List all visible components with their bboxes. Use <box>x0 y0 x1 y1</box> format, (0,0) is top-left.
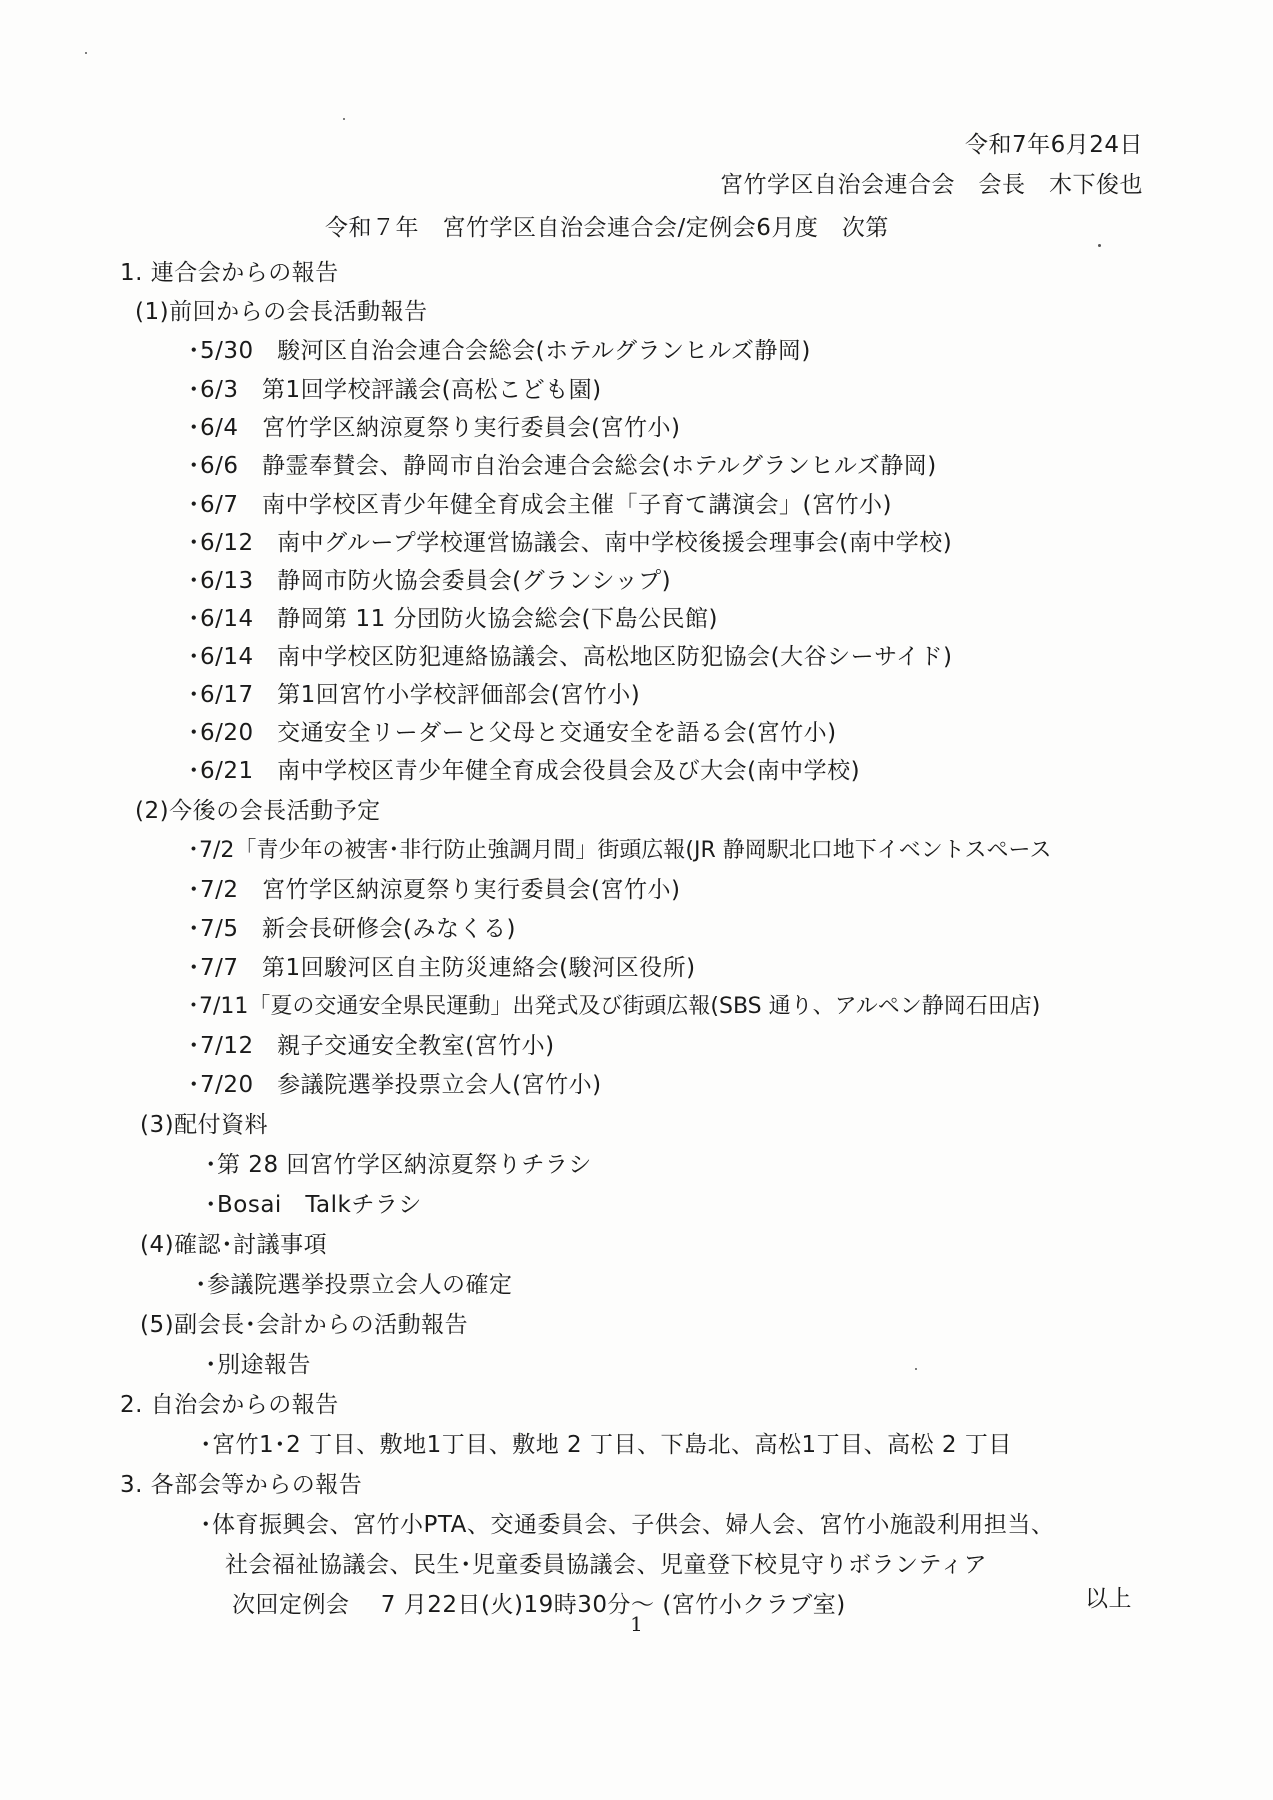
list-item: ･6/7 南中学校区青少年健全育成会主催「子育て講演会」(宮竹小) <box>188 492 892 518</box>
next-meeting: 次回定例会 7 月22日(火)19時30分～ (宮竹小クラブ室) <box>232 1592 846 1618</box>
scan-speck <box>343 118 345 120</box>
list-item: ･7/2 宮竹学区納涼夏祭り実行委員会(宮竹小) <box>188 877 681 903</box>
document-author: 宮竹学区自治会連合会 会長 木下俊也 <box>720 172 1143 198</box>
list-item: ･6/4 宮竹学区納涼夏祭り実行委員会(宮竹小) <box>188 415 681 441</box>
scan-speck <box>1098 244 1101 247</box>
list-item: ･7/11「夏の交通安全県民運動」出発式及び街頭広報(SBS 通り、アルペン静岡石田店) <box>188 994 1041 1019</box>
list-item: ･7/12 親子交通安全教室(宮竹小) <box>188 1033 555 1059</box>
subsection-4-heading: (4)確認･討議事項 <box>140 1232 328 1258</box>
subsection-5-heading: (5)副会長･会計からの活動報告 <box>140 1312 469 1338</box>
section-3-heading: 3. 各部会等からの報告 <box>120 1472 363 1498</box>
list-item: ･別途報告 <box>205 1352 311 1378</box>
page-number: 1 <box>630 1612 643 1636</box>
subsection-1-heading: (1)前回からの会長活動報告 <box>135 299 428 325</box>
list-item: ･5/30 駿河区自治会連合会総会(ホテルグランヒルズ静岡) <box>188 338 811 364</box>
list-item: ･7/7 第1回駿河区自主防災連絡会(駿河区役所) <box>188 955 696 981</box>
list-item: ･宮竹1･2 丁目、敷地1丁目、敷地 2 丁目、下島北、高松1丁目、高松 2 丁目 <box>200 1432 1012 1458</box>
list-item: ･Bosai Talkチラシ <box>205 1192 422 1218</box>
list-item: ･6/21 南中学校区青少年健全育成会役員会及び大会(南中学校) <box>188 758 861 784</box>
scan-speck <box>915 1368 917 1370</box>
list-item: ･7/2「青少年の被害･非行防止強調月間」街頭広報(JR 静岡駅北口地下イベントスペース <box>188 838 1052 863</box>
document-title: 令和７年 宮竹学区自治会連合会/定例会6月度 次第 <box>325 215 889 241</box>
document-date: 令和7年6月24日 <box>964 132 1143 158</box>
subsection-2-heading: (2)今後の会長活動予定 <box>135 798 381 824</box>
list-item: ･6/14 南中学校区防犯連絡協議会、高松地区防犯協会(大谷シーサイド) <box>188 644 953 670</box>
list-item: ･6/14 静岡第 11 分団防火協会総会(下島公民館) <box>188 606 718 632</box>
list-item: ･6/13 静岡市防火協会委員会(グランシップ) <box>188 568 672 594</box>
list-item: ･7/5 新会長研修会(みなくる) <box>188 916 516 942</box>
list-item: ･6/3 第1回学校評議会(高松こども園) <box>188 377 602 403</box>
list-item: ･6/17 第1回宮竹小学校評価部会(宮竹小) <box>188 682 641 708</box>
list-item: ･6/12 南中グループ学校運営協議会、南中学校後援会理事会(南中学校) <box>188 530 953 556</box>
list-item: 社会福祉協議会、民生･児童委員協議会、児童登下校見守りボランティア <box>225 1552 988 1578</box>
scan-speck <box>85 52 87 54</box>
list-item: ･第 28 回宮竹学区納涼夏祭りチラシ <box>205 1152 592 1178</box>
closing-mark: 以上 <box>1085 1586 1132 1612</box>
section-1-heading: 1. 連合会からの報告 <box>120 260 339 286</box>
list-item: ･6/20 交通安全リーダーと父母と交通安全を語る会(宮竹小) <box>188 720 837 746</box>
section-2-heading: 2. 自治会からの報告 <box>120 1392 339 1418</box>
list-item: ･参議院選挙投票立会人の確定 <box>195 1272 513 1298</box>
list-item: ･7/20 参議院選挙投票立会人(宮竹小) <box>188 1072 602 1098</box>
list-item: ･体育振興会、宮竹小PTA、交通委員会、子供会、婦人会、宮竹小施設利用担当、 <box>200 1512 1055 1538</box>
list-item: ･6/6 静霊奉賛会、静岡市自治会連合会総会(ホテルグランヒルズ静岡) <box>188 453 937 479</box>
subsection-3-heading: (3)配付資料 <box>140 1112 269 1138</box>
